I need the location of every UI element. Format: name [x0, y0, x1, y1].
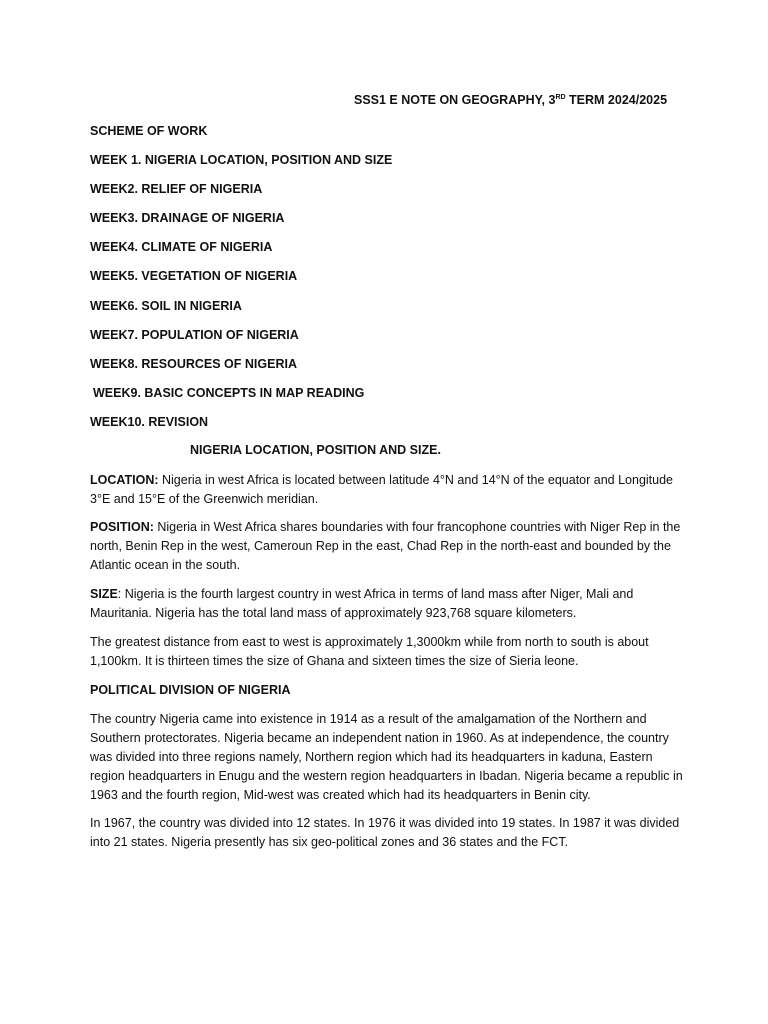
week-item: WEEK8. RESOURCES OF NIGERIA — [90, 356, 297, 371]
position-text: Nigeria in West Africa shares boundaries with four francophone countries with Niger Rep in the north, Benin Rep in the west, Cameroun Rep in the east, Chad Rep in the north-east and bounded by the Atlantic ocean in the south. — [90, 520, 681, 572]
document-title — [354, 93, 667, 107]
week-item: WEEK3. DRAINAGE OF NIGERIA — [90, 211, 285, 226]
week-item: WEEK9. BASIC CONCEPTS IN MAP READING — [93, 385, 365, 400]
position-label: POSITION: — [90, 520, 154, 534]
title-suffix: TERM 2024/2025 — [565, 93, 668, 107]
section-title: NIGERIA LOCATION, POSITION AND SIZE. — [190, 443, 441, 457]
title-superscript: RD — [555, 94, 566, 101]
political-division-heading: POLITICAL DIVISION OF NIGERIA — [90, 683, 291, 697]
week-item: WEEK7. POPULATION OF NIGERIA — [90, 327, 299, 342]
distance-paragraph: The greatest distance from east to west is approximately 1,3000km while from north to south is about 1,100km. It is thirteen times the size of Ghana and sixteen times the size of Sieria leone. — [90, 635, 649, 668]
scheme-heading: SCHEME OF WORK — [90, 124, 208, 138]
week-item: WEEK10. REVISION — [90, 414, 209, 429]
week-item: WEEK2. RELIEF OF NIGERIA — [90, 182, 263, 197]
size-paragraph — [90, 585, 690, 623]
size-label: SIZE — [90, 587, 118, 601]
political-paragraph-2: In 1967, the country was divided into 12 states. In 1976 it was divided into 19 states. In 1987 it was divided into 21 states. Nigeria presently has six geo-political zones and 36 states and the FCT. — [90, 816, 680, 849]
location-paragraph — [90, 471, 690, 509]
week-item: WEEK4. CLIMATE OF NIGERIA — [90, 240, 273, 255]
position-paragraph — [90, 518, 690, 575]
scheme-of-work-list — [90, 123, 392, 443]
title-prefix: SSS1 E NOTE ON GEOGRAPHY, 3 — [354, 93, 556, 107]
week-item: WEEK 1. NIGERIA LOCATION, POSITION AND SIZE — [90, 153, 393, 168]
size-text: : Nigeria is the fourth largest country in west Africa in terms of land mass after Niger, Mali and Mauritania. Nigeria has the total land mass of approximately 923,768 square kilometers. — [90, 587, 634, 620]
location-label: LOCATION: — [90, 473, 159, 487]
location-text: Nigeria in west Africa is located between latitude 4°N and 14°N of the equator and Longitude 3°E and 15°E of the Greenwich meridian. — [90, 473, 674, 506]
week-item: WEEK5. VEGETATION OF NIGERIA — [90, 269, 298, 284]
political-paragraph-1: The country Nigeria came into existence in 1914 as a result of the amalgamation of the Northern and Southern protectorates. Nigeria became an independent nation in 1960. As at independence, the country was divided into three regions namely, Northern region which had its headquarters in kaduna, Eastern region headquarters in Enugu and the western region headquarters in Ibadan. Nigeria became a republic in 1963 and the fourth region, Mid-west was created which had its headquarters in Benin city. — [90, 712, 683, 802]
week-item: WEEK6. SOIL IN NIGERIA — [90, 298, 242, 313]
